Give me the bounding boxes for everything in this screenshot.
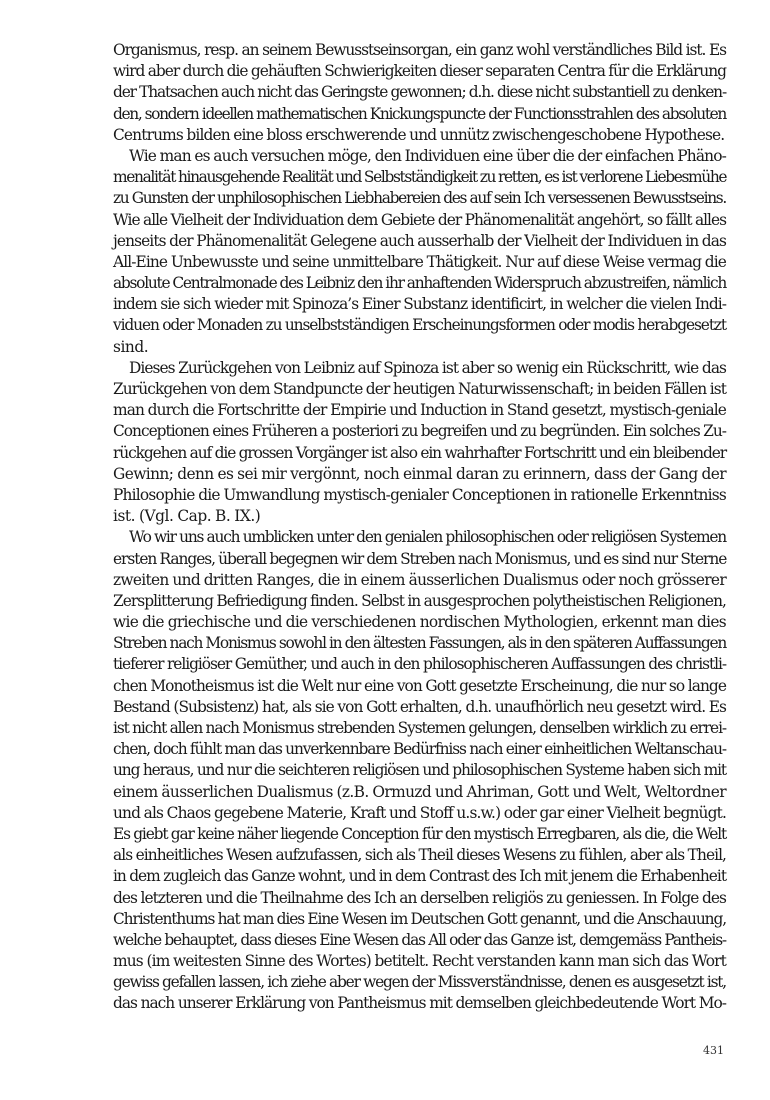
- text-line: viduen oder Monaden zu unselbstständigen Erscheinungsformen oder modis herabgesetzt: [113, 316, 726, 335]
- text-line: Wo wir uns auch umblicken unter den genialen philosophischen oder religiösen Systemen: [129, 528, 726, 547]
- text-line: und als Chaos gegebene Materie, Kraft und Stoff u.s.w.) oder gar einer Vielheit begnügt.: [113, 803, 726, 822]
- text-line: ung heraus, und nur die seichteren religiösen und philosophischen Systeme haben sich mit: [113, 761, 726, 780]
- text-line: rückgehen auf die grossen Vorgänger ist also ein wahrhafter Fortschritt und ein bleibender: [113, 443, 726, 462]
- text-line: absolute Centralmonade des Leibniz den ihr anhaftenden Widerspruch abzustreifen, nämlich: [113, 274, 726, 293]
- text-line: Conceptionen eines Früheren a posteriori zu begreifen und zu begründen. Ein solches Zu-: [113, 422, 726, 441]
- text-line: All-Eine Unbewusste und seine unmittelbare Thätigkeit. Nur auf diese Weise vermag die: [113, 252, 726, 271]
- text-line: zu Gunsten der unphilosophischen Liebhabereien des auf sein Ich versessenen Bewusstseins.: [113, 189, 726, 208]
- text-line: Dieses Zurückgehen von Leibniz auf Spinoza ist aber so wenig ein Rückschritt, wie das: [129, 358, 726, 377]
- text-line: menalität hinausgehende Realität und Selbstständigkeit zu retten, es ist verlorene Liebesmühe: [113, 168, 727, 187]
- text-line: als einheitliches Wesen aufzufassen, sich als Theil dieses Wesens zu fühlen, aber als Theil,: [113, 846, 726, 865]
- text-line: welche behauptet, dass dieses Eine Wesen das All oder das Ganze ist, demgemäss Pantheis-: [113, 930, 726, 949]
- text-line: wird aber durch die gehäuften Schwierigkeiten dieser separaten Centra für die Erklärung: [113, 62, 726, 81]
- text-line: des letzteren und die Theilnahme des Ich an derselben religiös zu geniessen. In Folge des: [113, 888, 726, 907]
- text-line: indem sie sich wieder mit Spinoza’s Einer Substanz identificirt, in welcher die vielen Indi-: [113, 295, 726, 314]
- text-line: Wie man es auch versuchen möge, den Individuen eine über die der einfachen Phäno-: [129, 146, 726, 165]
- text-line: Organismus, resp. an seinem Bewusstseinsorgan, ein ganz wohl verständliches Bild ist. Es: [113, 41, 726, 59]
- text-line: chen, doch fühlt man das unverkennbare Bedürfniss nach einer einheitlichen Weltanschau-: [113, 740, 726, 759]
- text-line: ist. (Vgl. Cap. B. IX.): [113, 507, 261, 526]
- text-line: in dem zugleich das Ganze wohnt, und in dem Contrast des Ich mit jenem die Erhabenheit: [113, 867, 726, 886]
- text-line: ist nicht allen nach Monismus strebenden Systemen gelungen, denselben wirklich zu errei-: [113, 719, 726, 737]
- text-line: Zurückgehen von dem Standpuncte der heutigen Naturwissenschaft; in beiden Fällen ist: [113, 380, 726, 398]
- text-line: man durch die Fortschritte der Empirie und Induction in Stand gesetzt, mystisch-geniale: [113, 401, 726, 420]
- text-line: Christenthums hat man dies Eine Wesen im Deutschen Gott genannt, und die Anschauung,: [113, 909, 726, 928]
- text-line: der Thatsachen auch nicht das Geringste gewonnen; d.h. diese nicht substantiell zu denken-: [113, 83, 726, 102]
- text-line: Zersplitterung Befriedigung finden. Selbst in ausgesprochen polytheistischen Religionen,: [113, 591, 726, 610]
- text-line: tieferer religiöser Gemüther, und auch in den philosophischeren Auffassungen des christli-: [113, 655, 726, 674]
- text-line: zweiten und dritten Ranges, die in einem äusserlichen Dualismus oder noch grösserer: [113, 570, 726, 589]
- text-line: den, sondern ideellen mathematischen Knickungspuncte der Functionsstrahlen des absoluten: [113, 104, 726, 123]
- page-number: 431: [703, 1044, 724, 1057]
- text-line: das nach unserer Erklärung von Pantheismus mit demselben gleichbedeutende Wort Mo-: [113, 994, 726, 1013]
- text-line: chen Monotheismus ist die Welt nur eine von Gott gesetzte Erscheinung, die nur so lange: [113, 676, 726, 695]
- text-line: gewiss gefallen lassen, ich ziehe aber wegen der Missverständnisse, denen es ausgesetzt ist,: [113, 973, 726, 992]
- text-line: einem äusserlichen Dualismus (z.B. Ormuzd und Ahriman, Gott und Welt, Weltordner: [113, 782, 727, 801]
- text-line: ersten Ranges, überall begegnen wir dem Streben nach Monismus, und es sind nur Sterne: [113, 549, 727, 568]
- text-line: Wie alle Vielheit der Individuation dem Gebiete der Phänomenalität angehört, so fällt alles: [113, 210, 726, 229]
- body-text: [113, 40, 726, 1015]
- text-line: jenseits der Phänomenalität Gelegene auch ausserhalb der Vielheit der Individuen in das: [113, 231, 726, 250]
- text-line: Gewinn; denn es sei mir vergönnt, noch einmal daran zu erinnern, dass der Gang der: [113, 464, 726, 483]
- text-line: Streben nach Monismus sowohl in den ältesten Fassungen, als in den späteren Auffassungen: [113, 634, 726, 653]
- text-line: mus (im weitesten Sinne des Wortes) betitelt. Recht verstanden kann man sich das Wort: [113, 952, 726, 971]
- text-line: Philosophie die Umwandlung mystisch-genialer Conceptionen in rationelle Erkenntniss: [113, 485, 726, 504]
- text-line: wie die griechische und die verschiedenen nordischen Mythologien, erkennt man dies: [113, 613, 726, 632]
- text-line: Es giebt gar keine näher liegende Conception für den mystisch Erregbaren, als die, die Welt: [113, 824, 726, 843]
- text-line: Centrums bilden eine bloss erschwerende und unnütz zwischengeschobene Hypothese.: [113, 125, 725, 144]
- text-line: Bestand (Subsistenz) hat, als sie von Gott erhalten, d.h. unaufhörlich neu gesetzt wird. Es: [113, 697, 726, 716]
- text-line: sind.: [113, 337, 149, 356]
